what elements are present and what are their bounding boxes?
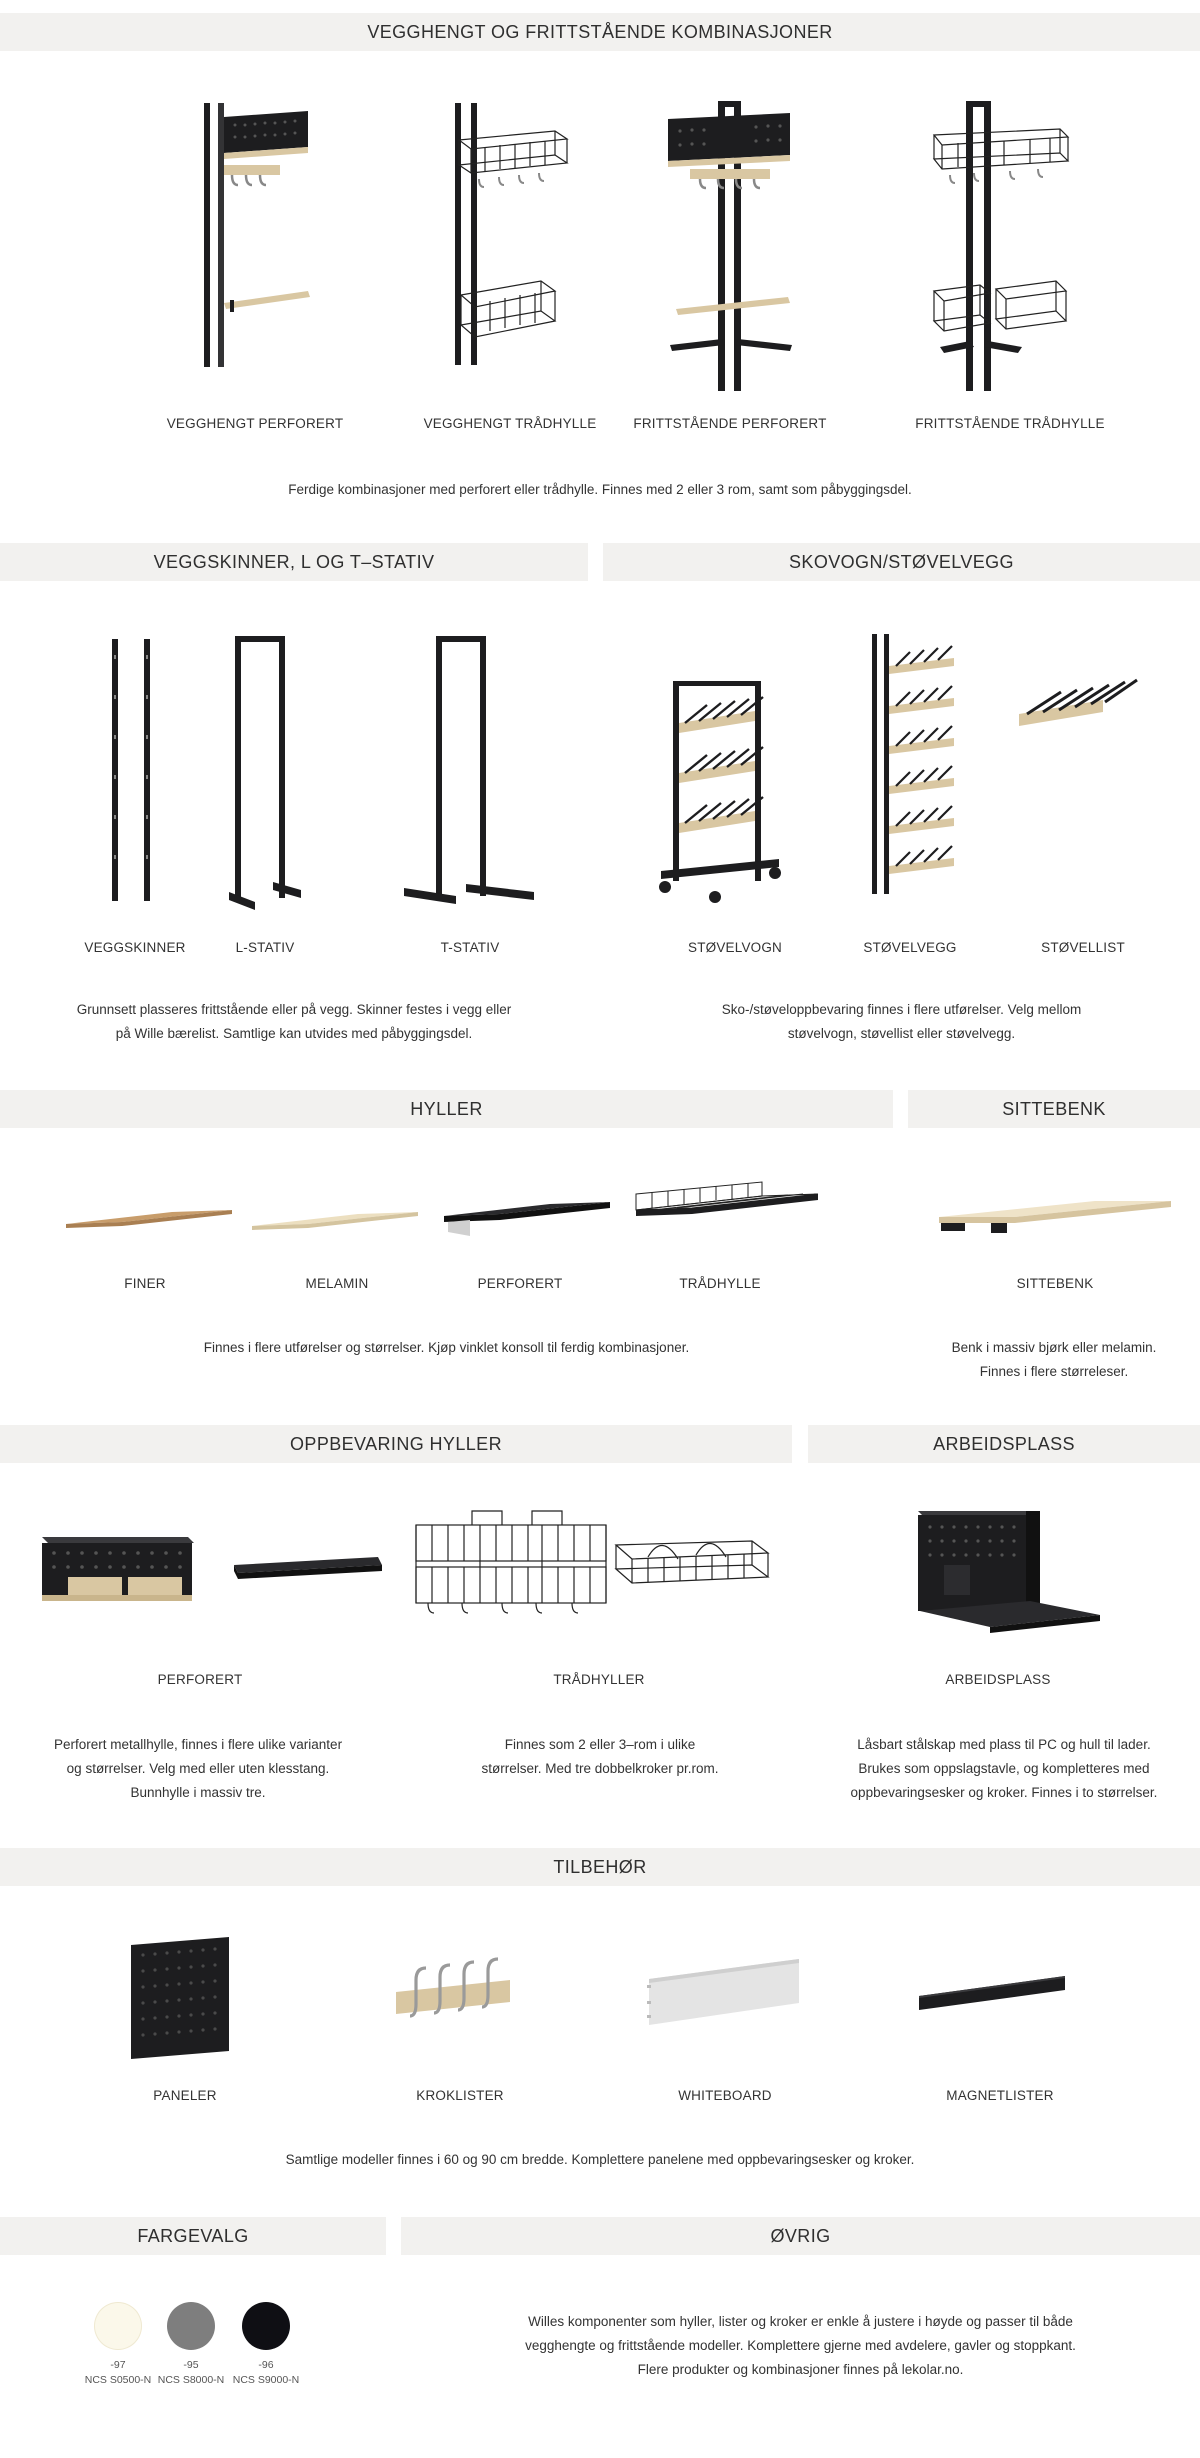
product-image-tradhylle[interactable] — [632, 1180, 822, 1240]
description-line: på Wille bærelist. Samtlige kan utvides med påbyggingsdel. — [115, 1026, 473, 1041]
product-image-sittebenk[interactable] — [935, 1193, 1175, 1253]
section-title: OPPBEVARING HYLLER — [290, 1433, 502, 1454]
description-line: Perforert metallhylle, finnes i flere ulike varianter — [53, 1737, 343, 1752]
section-header-skovogn — [603, 543, 1200, 581]
section-header-stativ — [0, 543, 588, 581]
description-tilbehor: Samtlige modeller finnes i 60 og 90 cm bredde. Komplettere panelene med oppbevaringsesker og kroker. — [285, 2152, 915, 2167]
caption-whiteboard: WHITEBOARD — [678, 2088, 772, 2103]
caption-tradhylle: TRÅDHYLLE — [679, 1276, 761, 1291]
product-image-kroklister[interactable] — [390, 1952, 535, 2032]
caption-stovelvegg: STØVELVEGG — [863, 940, 957, 955]
section-title: FARGEVALG — [137, 2225, 249, 2246]
caption-vegghengt-perforert: VEGGHENGT PERFORERT — [166, 416, 344, 431]
caption-veggskinner: VEGGSKINNER — [84, 940, 186, 955]
caption-arbeidsplass: ARBEIDSPLASS — [945, 1672, 1051, 1687]
product-image-tradhyller-oppbevaring[interactable] — [412, 1505, 772, 1625]
color-swatch[interactable] — [167, 2302, 215, 2350]
section-title: VEGGSKINNER, L OG T–STATIV — [153, 551, 435, 572]
section-title: VEGGHENGT OG FRITTSTÅENDE KOMBINASJONER — [367, 21, 833, 42]
section-header-ovrig — [401, 2217, 1200, 2255]
caption-sittebenk: SITTEBENK — [1016, 1276, 1094, 1291]
section-header-fargevalg — [0, 2217, 386, 2255]
caption-perforert-oppbevaring: PERFORERT — [157, 1672, 243, 1687]
caption-kroklister: KROKLISTER — [416, 2088, 504, 2103]
description-line: Grunnsett plasseres frittstående eller på vegg. Skinner festes i vegg eller — [76, 1002, 512, 1017]
description-oppbevaring-right — [400, 1733, 800, 1781]
color-swatch[interactable] — [242, 2302, 290, 2350]
caption-l-stativ: L-STATIV — [235, 940, 295, 955]
description-stativ — [0, 998, 588, 1046]
description-line: Finnes som 2 eller 3–rom i ulike — [504, 1737, 696, 1752]
description-ovrig — [401, 2310, 1200, 2382]
product-image-l-stativ[interactable] — [225, 630, 305, 920]
section-title: ARBEIDSPLASS — [933, 1433, 1075, 1454]
product-image-frittstaende-tradhylle[interactable] — [930, 95, 1070, 395]
product-image-finer[interactable] — [62, 1198, 234, 1238]
color-suffix: -96 — [258, 2359, 274, 2371]
product-image-perforert-oppbevaring[interactable] — [38, 1525, 388, 1615]
product-image-whiteboard[interactable] — [645, 1955, 805, 2030]
product-image-magnetlister[interactable] — [915, 1972, 1070, 2017]
product-image-stovellist[interactable] — [1015, 670, 1140, 740]
color-suffix: -97 — [110, 2359, 126, 2371]
caption-t-stativ: T-STATIV — [440, 940, 500, 955]
section-header-arbeidsplass — [808, 1425, 1200, 1463]
product-image-perforert-hylle[interactable] — [440, 1192, 612, 1242]
description-sittebenk — [908, 1336, 1200, 1384]
color-swatch-label — [216, 2358, 316, 2388]
product-image-frittstaende-perforert[interactable] — [660, 95, 800, 395]
description-kombinasjoner: Ferdige kombinasjoner med perforert eller trådhylle. Finnes med 2 eller 3 rom, samt som påbyggingsdel. — [288, 482, 912, 497]
color-ncs-code: NCS S9000-N — [232, 2374, 300, 2386]
section-header-oppbevaring — [0, 1425, 792, 1463]
section-header-kombinasjoner — [0, 13, 1200, 51]
caption-tradhyller-oppbevaring: TRÅDHYLLER — [553, 1672, 645, 1687]
description-line: Flere produkter og kombinasjoner finnes på lekolar.no. — [637, 2362, 964, 2377]
caption-vegghengt-tradhylle: VEGGHENGT TRÅDHYLLE — [423, 416, 597, 431]
description-line: oppbevaringsesker og kroker. Finnes i to størrelser. — [850, 1785, 1158, 1800]
description-line: Benk i massiv bjørk eller melamin. — [951, 1340, 1157, 1355]
product-image-arbeidsplass[interactable] — [910, 1505, 1105, 1640]
description-arbeidsplass — [808, 1733, 1200, 1805]
description-line: vegghengte og frittstående modeller. Komplettere gjerne med avdelere, gavler og stoppkant. — [525, 2338, 1076, 2353]
caption-finer: FINER — [124, 1276, 166, 1291]
caption-paneler: PANELER — [153, 2088, 217, 2103]
section-title: SITTEBENK — [1002, 1098, 1106, 1119]
description-line: Låsbart stålskap med plass til PC og hull til lader. — [857, 1737, 1151, 1752]
color-ncs-code: NCS S0500-N — [84, 2374, 152, 2386]
section-title: ØVRIG — [770, 2225, 831, 2246]
product-image-veggskinner[interactable] — [100, 635, 160, 905]
caption-frittstaende-tradhylle: FRITTSTÅENDE TRÅDHYLLE — [915, 416, 1105, 431]
description-skovogn — [603, 998, 1200, 1046]
color-ncs-code: NCS S8000-N — [157, 2374, 225, 2386]
description-line: størrelser. Med tre dobbelkroker pr.rom. — [481, 1761, 719, 1776]
product-image-vegghengt-perforert[interactable] — [190, 95, 320, 375]
product-image-stovelvegg[interactable] — [862, 630, 962, 900]
product-image-stovelvogn[interactable] — [655, 675, 785, 915]
section-header-tilbehor — [0, 1848, 1200, 1886]
caption-stovelvogn: STØVELVOGN — [687, 940, 783, 955]
description-line: Willes komponenter som hyller, lister og kroker er enkle å justere i høyde og passer til både — [528, 2314, 1073, 2329]
description-line: Sko-/støveloppbevaring finnes i flere utførelser. Velg mellom — [721, 1002, 1082, 1017]
section-header-hyller — [0, 1090, 893, 1128]
product-image-paneler[interactable] — [125, 1935, 235, 2060]
product-image-melamin[interactable] — [248, 1200, 420, 1240]
color-swatch[interactable] — [94, 2302, 142, 2350]
section-header-sittebenk — [908, 1090, 1200, 1128]
caption-melamin: MELAMIN — [305, 1276, 369, 1291]
description-oppbevaring-left — [0, 1733, 396, 1805]
caption-stovellist: STØVELLIST — [1041, 940, 1125, 955]
color-suffix: -95 — [183, 2359, 199, 2371]
section-title: SKOVOGN/STØVELVEGG — [789, 551, 1014, 572]
description-line: støvelvogn, støvellist eller støvelvegg. — [787, 1026, 1016, 1041]
caption-frittstaende-perforert: FRITTSTÅENDE PERFORERT — [633, 416, 827, 431]
caption-perforert-hylle: PERFORERT — [477, 1276, 563, 1291]
section-title: TILBEHØR — [553, 1856, 647, 1877]
description-hyller: Finnes i flere utførelser og størrelser. Kjøp vinklet konsoll til ferdig kombinasjoner. — [203, 1340, 690, 1355]
description-line: Brukes som oppslagstavle, og kompletteres med — [858, 1761, 1150, 1776]
description-line: og størrelser. Velg med eller uten klesstang. — [66, 1761, 330, 1776]
caption-magnetlister: MAGNETLISTER — [946, 2088, 1054, 2103]
product-image-t-stativ[interactable] — [400, 630, 540, 920]
section-title: HYLLER — [410, 1098, 483, 1119]
description-line: Bunnhylle i massiv tre. — [130, 1785, 266, 1800]
description-line: Finnes i flere størreleser. — [979, 1364, 1129, 1379]
product-image-vegghengt-tradhylle[interactable] — [445, 95, 575, 375]
